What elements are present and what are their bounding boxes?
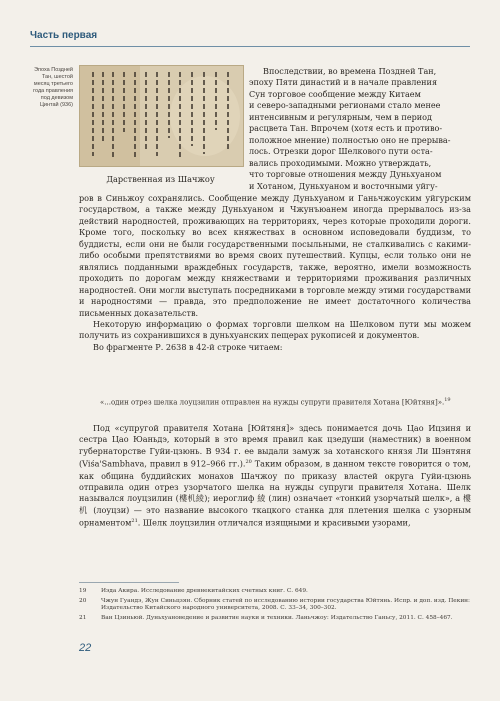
text-line: интенсивным и регулярным, чем в период	[249, 111, 433, 122]
main-text-continued	[79, 423, 471, 529]
text-line: вались проходимыми. Можно утверждать,	[249, 157, 432, 168]
paragraph-text: Под «супругой правителя Хотана [Юйтяня]» здесь понимается дочь Цао Ицзиня и сестра Цао Юаньдэ, который в это время правил как цзедуши (наместник) в военном губернаторстве Гуйи-цзюнь. В 934 г. ее выдали замуж за хотанского князя Ли Шэнтяня (Viśa'Sambhava, правил в 912–966 гг.).	[79, 423, 471, 470]
footnote	[79, 598, 471, 613]
text-line: эпоху Пяти династий и в начале правления	[249, 77, 438, 88]
paragraph-text: Таким образом, в данном тексте говорится о том, как община буддийских монахов Шачжоу по приказу властей округа Гуйи-цзюнь отправила один отрез узорчатого шелка на нужды супруги правителя Хотана. Шелк назывался лоуцзилин (樓机綾); иероглиф 綾 (лин) означает «тонкий узорчатый шелк», а 樓机 (лоуцзи) — это название высокого ткацкого станка для плетения шелка с узорным орнаментом	[79, 459, 471, 528]
footnote-number: 19	[79, 588, 87, 594]
text-line: лось. Отрезки дорог Шелкового пути оста-	[249, 146, 433, 157]
footnote	[79, 588, 471, 596]
text-line: и северо-западными регионами стало менее	[249, 100, 441, 111]
footnote-text: Ван Цзиньюй. Дуньхуановедение и развитие науки и техники. Ланьчжоу: Издательство Ганьсу, 2011. С. 458–467.	[101, 614, 453, 621]
footnotes	[79, 588, 471, 624]
text-line: что торговые отношения между Дуньхуаном	[249, 169, 442, 180]
main-text	[79, 193, 471, 353]
paragraph: Некоторую информацию о формах торговли шелком на Шелковом пути мы можем получить из сохранившихся в дуньхуанских пещерах рукописей и документов.	[79, 318, 471, 341]
paragraph	[79, 423, 471, 529]
footnote-rule	[79, 582, 179, 583]
footnote-ref: 21	[131, 518, 138, 525]
text-line: расцвета Тан. Впрочем (хотя есть и противо-	[249, 123, 443, 134]
block-quote	[100, 396, 460, 408]
paragraph: ров в Синьжоу сохранялись. Сообщение между Дуньхуаном и Ганьчжоуским уйгурским государством, а также между Дуньхуаном и Чжунъюанем иногда прерывалось из-за действий народностей, проживающих на территориях, через которые проходили дороги. Кроме того, поскольку во всех княжествах в основном исповедовали буддизм, то буддисты, если они не были государственными посыльными, не сталкивались с какими-либо особыми препятствиями во время своих путешествий. Купцы, если только они не являлись подданными враждебных государств, также, вероятно, имели возможность проходить по дорогам между княжествами и территориями проживания различных народностей. Они могли выступать посредниками в торговле между этими государствами и народностями — правда, это предположение не имеет достаточного количества письменных доказательств.	[79, 193, 471, 318]
paragraph: Во фрагменте Р. 2638 в 42-й строке читаем:	[93, 341, 283, 352]
text-line: Впоследствии, во времена Поздней Тан,	[263, 66, 437, 76]
text-line: положное мнение) полностью оно не прерыва-	[249, 134, 451, 145]
figure-side-caption: Эпоха Поздней Тан, шестой месяц третьего года правления под девизом Цинтай (936)	[33, 67, 73, 109]
section-title: Часть первая	[30, 30, 98, 41]
footnote-text: Чжун Гуандэ, Жун Синьцзян. Сборник статей по исследованию истории государства Юйтянь. Испр. и доп. изд. Пекин: Издательство Китайского народного университета, 2008. С. 33–34, 300–302.	[101, 597, 470, 612]
footnote-text: Иэда Акира. Исследование древнекитайских счетных книг. С. 649.	[101, 588, 308, 594]
footnote-ref: 20	[245, 459, 252, 466]
footnote-number: 20	[79, 597, 87, 604]
text-line: Сун торговое сообщение между Китаем	[249, 88, 421, 99]
manuscript-image	[79, 65, 244, 167]
text-line: и Хотаном, Дуньхуаном и восточными уйгу-	[249, 180, 438, 191]
intro-paragraph-top	[249, 66, 471, 192]
header-rule	[30, 46, 470, 47]
footnote-ref: 19	[444, 397, 451, 403]
footnote-number: 21	[79, 614, 87, 621]
footnote	[79, 615, 471, 623]
page-number: 22	[79, 642, 92, 654]
quote-text: «...один отрез шелка лоуцзилин отправлен на нужды супруги правителя Хотана [Юйтяня]».	[100, 398, 445, 407]
paragraph-text: . Шелк лоуцзилин отличался изящными и красивыми узорами,	[137, 518, 411, 528]
figure-caption: Дарственная из Шачжоу	[106, 174, 215, 184]
